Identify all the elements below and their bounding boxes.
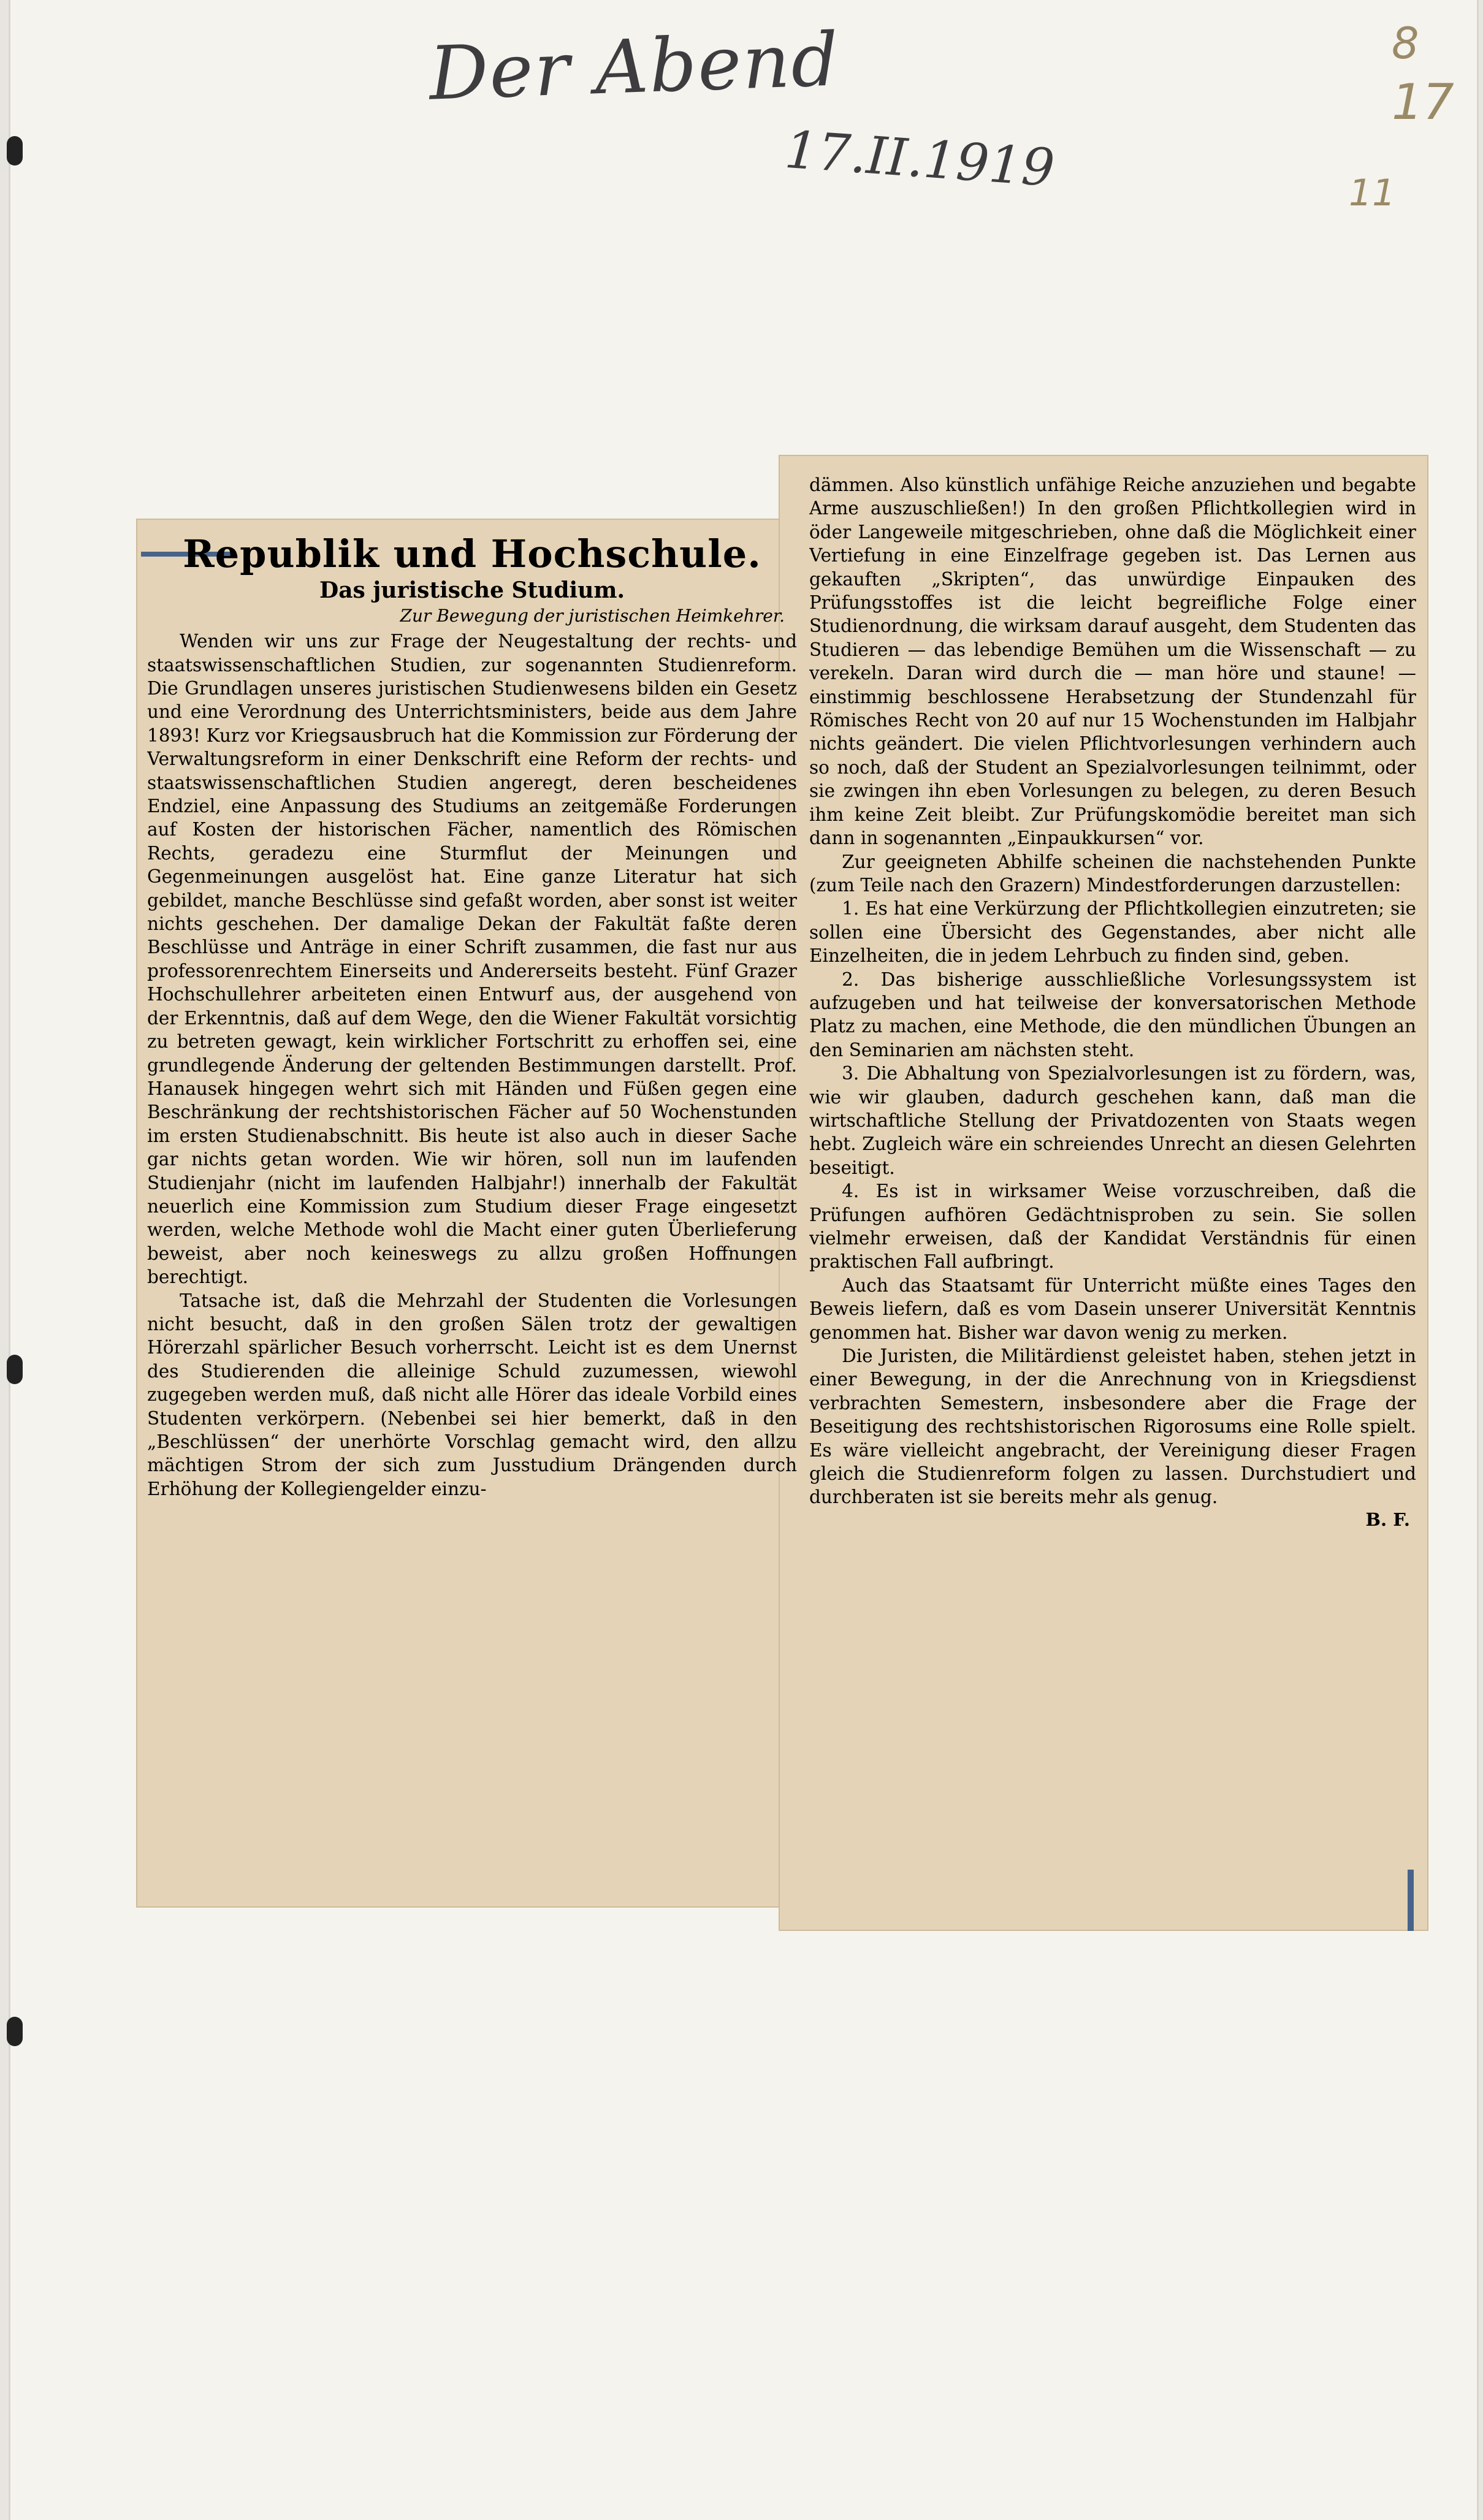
article-byline: Zur Bewegung der juristischen Heimkehrer.: [400, 606, 785, 626]
article-column-right: [809, 473, 1416, 1926]
pencil-mark: 17: [1392, 74, 1454, 131]
article-headline: Republik und Hochschule.: [183, 533, 761, 576]
paragraph: Wenden wir uns zur Frage der Neugestaltung der rechts- und staatswissenschaftlichen Studien, zur sogenannten Studienreform. Die Grundlagen unseres juristischen Studienwesens bilden ein Gesetz und eine Verordnung des Unterrichtsministers, beide aus dem Jahre 1893! Kurz vor Kriegsausbruch hat die Kommission zur Förderung der Verwaltungsreform in einer Denkschrift eine Reform der rechts- und staatswissenschaftlichen Studien angeregt, deren bescheidenes Endziel, eine Anpassung des Studiums an zeitgemäße Forderungen auf Kosten der historischen Fächer, namentlich des Römischen Rechts, geradezu eine Sturmflut der Meinungen und Gegenmeinungen ausgelöst hat. Eine ganze Literatur hat sich gebildet, manche Beschlüsse sind gefaßt worden, aber sonst ist weiter nichts geschehen. Der damalige Dekan der Fakultät faßte deren Beschlüsse und Anträge in einer Schrift zusammen, die fast nur aus professorenrechtem Einerseits und Andererseits besteht. Fünf Grazer Hochschullehrer arbeiteten einen Entwurf aus, der ausgehend von der Erkenntnis, daß auf dem Wege, den die Wiener Fakultät vorsichtig zu betreten gewagt, kein wirklicher Fortschritt zu erhoffen sei, eine grundlegende Änderung der geltenden Bestimmungen darstellt. Prof. Hanausek hingegen wehrt sich mit Händen und Füßen gegen eine Beschränkung der rechtshistorischen Fächer auf 50 Wochenstunden im ersten Studienabschnitt. Bis heute ist also auch in dieser Sache gar nichts getan worden. Wie wir hören, soll nun im laufenden Studienjahr (nicht im laufenden Halbjahr!) innerhalb der Fakultät neuerlich eine Kommission zum Studium dieser Frage eingesetzt werden, welche Methode wohl die Macht einer guten Überlieferung beweist, aber noch keineswegs zu allzu großen Hoffnungen berechtigt.: [147, 631, 797, 1288]
article-column-left: [147, 533, 797, 1904]
paragraph: Zur geeigneten Abhilfe scheinen die nachstehenden Punkte (zum Teile nach den Grazern) Mindestforderungen darzustellen:: [809, 851, 1416, 896]
pencil-mark: 11: [1349, 172, 1396, 215]
list-item: 3. Die Abhaltung von Spezialvorlesungen ist zu fördern, was, wie wir glauben, dadurch geschehen kann, daß man die wirtschaftliche Stellung der Privatdozenten von Staats wegen hebt. Zugleich wäre ein schreiendes Unrecht an diesen Gelehrten beseitigt.: [809, 1063, 1416, 1178]
handwritten-newspaper-title: Der Abend: [427, 17, 841, 117]
author-signature: B. F.: [1365, 1509, 1410, 1530]
punch-hole: [7, 1355, 23, 1384]
list-item: 2. Das bisherige ausschließliche Vorlesungssystem ist aufzugeben und hat teilweise der konversatorischen Methode Platz zu machen, eine Methode, die den mündlichen Übungen an den Seminarien am nächsten steht.: [809, 969, 1416, 1060]
paragraph: Die Juristen, die Militärdienst geleistet haben, stehen jetzt in einer Bewegung, in der die Anrechnung von in Kriegsdienst verbrachten Semestern, insbesondere aber die Frage der Beseitigung des rechtshistorischen Rigorosums eine Rolle spielt. Es wäre vielleicht angebracht, der Vereinigung dieser Fragen gleich die Studienreform folgen zu lassen. Durchstudiert und durchberaten ist sie bereits mehr als genug.: [809, 1346, 1416, 1508]
punch-hole: [7, 136, 23, 166]
paragraph: Auch das Staatsamt für Unterricht müßte eines Tages den Beweis liefern, daß es vom Dasein unserer Universität Kenntnis genommen hat. Bisher war davon wenig zu merken.: [809, 1274, 1416, 1343]
pencil-mark: 8: [1392, 18, 1419, 69]
paragraph: dämmen. Also künstlich unfähige Reiche anzuziehen und begabte Arme auszuschließen!) In den großen Pflichtkollegien wird in öder Langeweile mitgeschrieben, ohne daß die Möglichkeit einer Vertiefung in eine Einzelfrage gegeben ist. Das Lernen aus gekauften „Skripten“, das unwürdige Einpauken des Prüfungsstoffes ist die leicht begreifliche Folge einer Studienordnung, die wirksam darauf ausgeht, dem Studenten das Studieren — das lebendige Bemühen um die Wissenschaft — zu verekeln. Daran wird durch die — man höre und staune! — einstimmig beschlossene Herabsetzung der Stundenzahl für Römisches Recht von 20 auf nur 15 Wochenstunden im Halbjahr nichts geändert. Die vielen Pflichtvorlesungen verhindern auch so noch, daß der Student an Spezialvorlesungen teilnimmt, oder sie zwingen ihn eben Vorlesungen zu belegen, zu deren Besuch ihm keine Zeit bleibt. Zur Prüfungskomödie bereitet man sich dann in sogenannten „Einpaukkursen“ vor.: [809, 474, 1416, 849]
list-item: 1. Es hat eine Verkürzung der Pflichtkollegien einzutreten; sie sollen eine Übersicht des Gegenstandes, aber nicht alle Einzelheiten, die in jedem Lehrbuch zu finden sind, geben.: [809, 898, 1416, 967]
paragraph: Tatsache ist, daß die Mehrzahl der Studenten die Vorlesungen nicht besucht, daß in den großen Sälen trotz der gewaltigen Hörerzahl spärlicher Besuch vorherrscht. Leicht ist es dem Unernst des Studierenden die alleinige Schuld zuzumessen, wiewohl zugegeben werden muß, daß nicht alle Hörer das ideale Vorbild eines Studenten verkörpern. (Nebenbei sei hier bemerkt, daß in den „Beschlüssen“ der unerhörte Vorschlag gemacht wird, den allzu mächtigen Strom der sich zum Jusstudium Drängenden durch Erhöhung der Kollegiengelder einzu-: [147, 1290, 797, 1499]
handwritten-date: 17.II.1919: [783, 119, 1057, 199]
article-subheadline: Das juristische Studium.: [319, 577, 625, 604]
list-item: 4. Es ist in wirksamer Weise vorzuschreiben, daß die Prüfungen aufhören Gedächtnisproben zu sein. Sie sollen vielmehr erweisen, daß der Kandidat Verständnis für einen praktischen Fall aufbringt.: [809, 1181, 1416, 1273]
punch-hole: [7, 2017, 23, 2046]
